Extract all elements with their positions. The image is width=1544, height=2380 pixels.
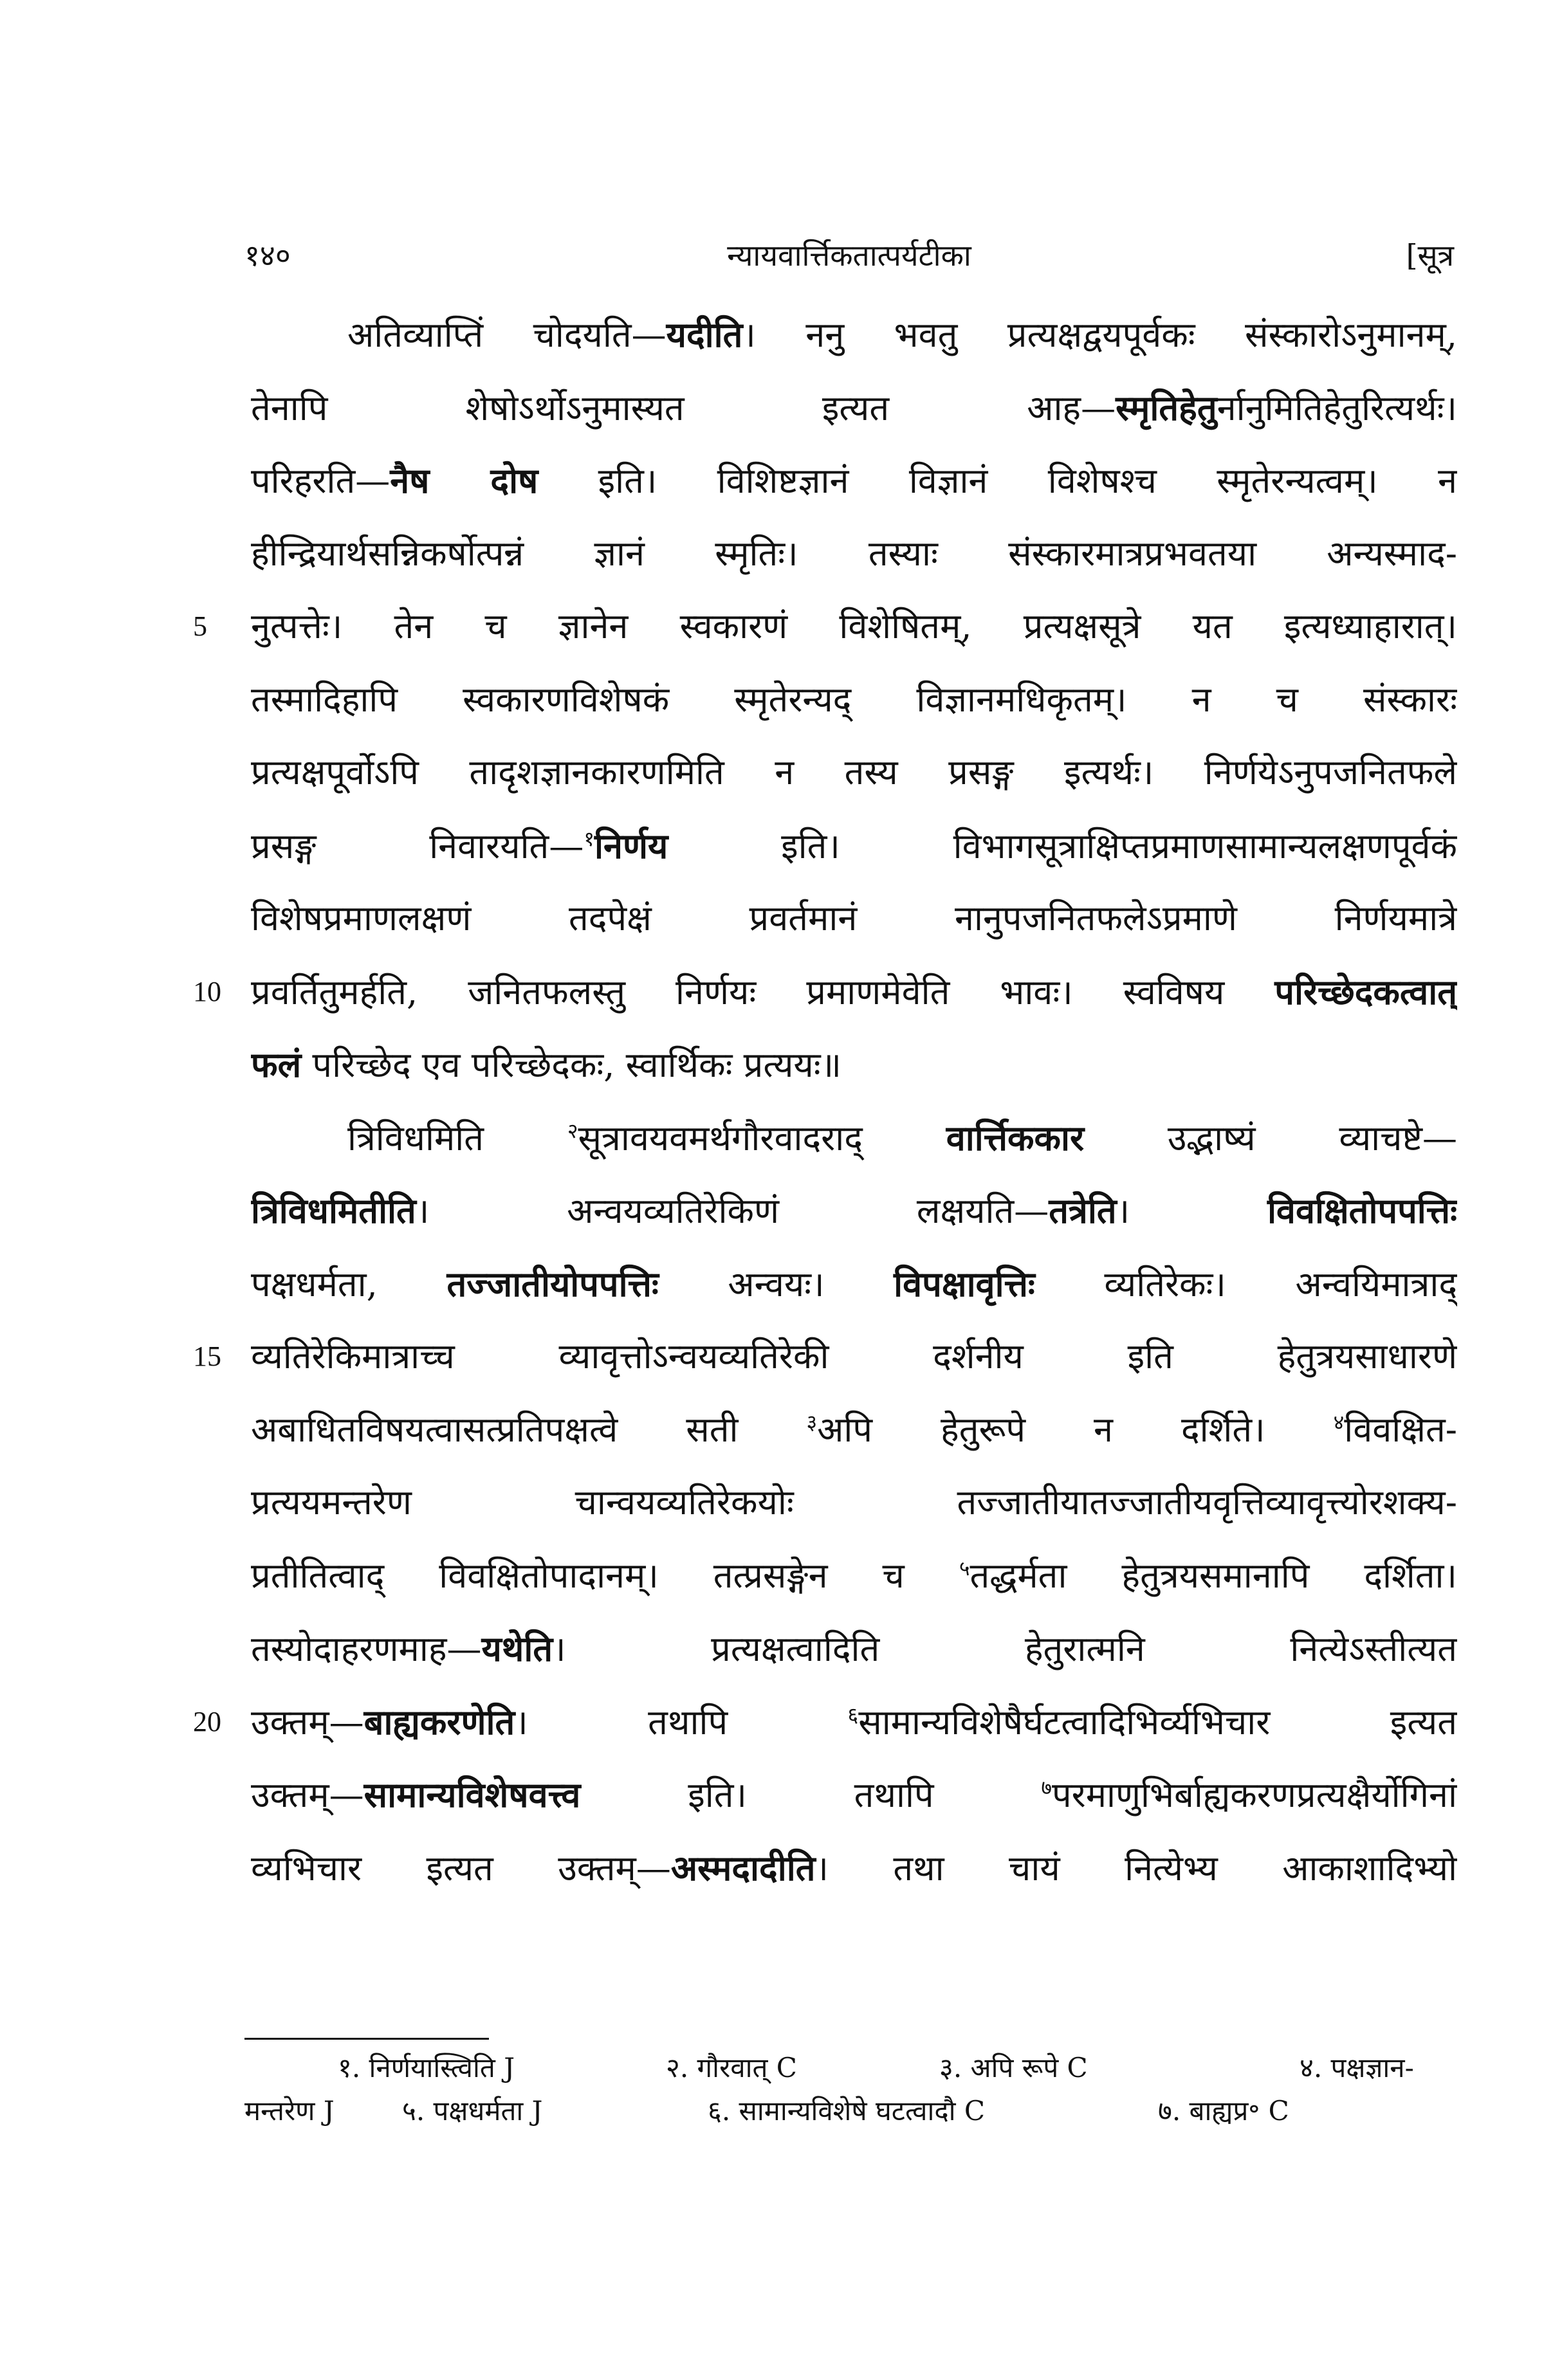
footnote: ४. पक्षज्ञान- xyxy=(1300,2052,1414,2083)
line-number: 5 xyxy=(193,610,207,642)
text-segment: तद्धर्मता हेतुत्रयसमानापि दर्शिता। xyxy=(970,1555,1457,1596)
text-segment: इति। तथापि xyxy=(580,1775,1042,1815)
text-segment: । प्रत्यक्षत्वादिति हेतुरात्मनि नित्येऽस्तीत्यत xyxy=(553,1629,1457,1669)
text-segment: विवक्षित- xyxy=(1344,1409,1457,1450)
text-segment: । तथापि xyxy=(515,1702,848,1743)
text-segment: उक्तम्— xyxy=(251,1702,364,1743)
bold-term: तज्जातीयोपपत्तिः xyxy=(446,1263,659,1304)
bold-term: परिच्छेदकत्वात् xyxy=(1274,971,1457,1012)
footnote: ६. सामान्यविशेषे घटत्वादौ C xyxy=(708,2095,985,2127)
bold-term: अस्मदादीति xyxy=(670,1847,816,1889)
text-line xyxy=(251,522,1457,586)
text-segment: अपि हेतुरूपे न दर्शिते। xyxy=(817,1409,1334,1450)
text-segment: अबाधितविषयत्वासत्प्रतिपक्षत्वे सती xyxy=(251,1409,807,1450)
text-line xyxy=(251,1544,1457,1608)
text-line xyxy=(251,1836,1457,1900)
bold-term: वार्त्तिककार xyxy=(946,1117,1085,1158)
footnote-marker: २ xyxy=(567,1119,578,1143)
running-header xyxy=(244,235,1454,280)
text-segment: प्रतीतित्वाद् विवक्षितोपादानम्। तत्प्रसङ्गेन च xyxy=(251,1555,959,1596)
line-number: 15 xyxy=(193,1341,221,1372)
text-line xyxy=(251,1470,1457,1535)
bold-term: फलं xyxy=(251,1044,302,1085)
text-line xyxy=(251,1690,1457,1754)
text-segment: । ननु भवतु प्रत्यक्षद्वयपूर्वकः संस्कारोऽनुमानम्, xyxy=(742,315,1457,355)
text-line xyxy=(251,1032,1457,1097)
running-title: न्यायवार्त्तिकतात्पर्यटीका xyxy=(727,238,971,273)
text-segment: त्रिविधमिति xyxy=(347,1118,567,1158)
text-line xyxy=(251,668,1457,732)
page-number: १४० xyxy=(244,238,291,273)
bold-term: स्मृतिहेतु xyxy=(1116,387,1217,428)
text-segment: । तथा चायं नित्येभ्य आकाशादिभ्यो xyxy=(815,1848,1457,1889)
text-segment: परिहरति— xyxy=(251,461,391,501)
text-segment: प्रत्ययमन्तरेण चान्वयव्यतिरेकयोः तज्जातीयातज्जातीयवृत्तिव्यावृत्त्योरशक्य- xyxy=(251,1482,1457,1523)
text-segment: सूत्रावयवमर्थगौरवादराद् xyxy=(578,1118,946,1158)
text-segment: अन्वयः। xyxy=(658,1264,894,1304)
text-segment: तेनापि शेषोऽर्थोऽनुमास्यत इत्यत आह— xyxy=(251,388,1116,428)
text-line xyxy=(251,448,1457,513)
text-segment: उक्तम्— xyxy=(251,1775,364,1815)
text-line xyxy=(251,594,1457,659)
footnote-marker: ३ xyxy=(806,1410,818,1434)
footnote-rule xyxy=(244,2038,489,2040)
text-segment: हीन्द्रियार्थसन्निकर्षोत्पन्नं ज्ञानं स्मृतिः। तस्याः संस्कारमात्रप्रभवतया अन्यस्माद- xyxy=(251,533,1457,574)
footnote: मन्तरेण J xyxy=(244,2095,335,2127)
text-line xyxy=(347,302,1457,367)
footnote: २. गौरवात् C xyxy=(666,2052,797,2083)
text-segment: इति। विशिष्टज्ञानं विज्ञानं विशेषश्च स्मृतेरन्यत्वम्। न xyxy=(538,461,1457,501)
footnote: ७. बाह्यप्र॰ C xyxy=(1158,2095,1289,2127)
text-line xyxy=(251,1398,1457,1462)
line-number: 20 xyxy=(193,1706,221,1737)
footnote: ५. पक्षधर्मता J xyxy=(402,2095,543,2127)
footnote: १. निर्णयास्त्विति J xyxy=(338,2052,515,2083)
text-line xyxy=(251,960,1457,1024)
text-segment: अतिव्याप्तिं चोदयति— xyxy=(347,315,666,355)
bold-term: निर्णय xyxy=(594,825,668,866)
text-segment: परमाणुभिर्बाह्यकरणप्रत्यक्षैर्योगिनां xyxy=(1051,1775,1457,1815)
text-line xyxy=(251,1178,1457,1243)
text-line xyxy=(251,886,1457,951)
bold-term: विवक्षितोपपत्तिः xyxy=(1267,1190,1457,1231)
footnote: ३. अपि रूपे C xyxy=(939,2052,1088,2083)
bold-term: विपक्षावृत्तिः xyxy=(894,1263,1035,1304)
footnote-marker: ५ xyxy=(959,1556,970,1580)
text-segment: पक्षधर्मता, xyxy=(251,1264,447,1304)
text-line xyxy=(251,1616,1457,1681)
footnote-marker: ४ xyxy=(1333,1410,1345,1434)
text-segment: व्यतिरेकिमात्राच्च व्यावृत्तोऽन्वयव्यतिरेकी दर्शनीय इति हेतुत्रयसाधारणे xyxy=(251,1336,1457,1377)
text-line xyxy=(251,376,1457,440)
text-line xyxy=(251,740,1457,805)
text-segment: उद्भाष्यं व्याचष्टे— xyxy=(1084,1118,1457,1158)
bold-term: यदीति xyxy=(666,314,743,355)
text-segment: सामान्यविशेषैर्घटत्वादिभिर्व्यभिचार इत्यत xyxy=(858,1702,1457,1743)
text-segment: व्यभिचार इत्यत उक्तम्— xyxy=(251,1848,671,1889)
bold-term: त्रिविधमितीति xyxy=(251,1190,416,1231)
text-segment: । xyxy=(1116,1191,1267,1231)
bold-term: नैष दोष xyxy=(390,460,538,501)
text-line xyxy=(251,1324,1457,1389)
text-segment: परिच्छेद एव परिच्छेदकः, स्वार्थिकः प्रत्ययः॥ xyxy=(301,1045,841,1085)
section-marker: [सूत्र xyxy=(1406,238,1454,273)
bold-term: तत्रेति xyxy=(1049,1190,1117,1231)
text-segment: नुत्पत्तेः। तेन च ज्ञानेन स्वकारणं विशेषितम्, प्रत्यक्षसूत्रे यत इत्यध्याहारात्। xyxy=(251,606,1457,646)
footnote-marker: १ xyxy=(584,827,594,851)
text-segment: प्रत्यक्षपूर्वोऽपि तादृशज्ञानकारणमिति न तस्य प्रसङ्ग इत्यर्थः। निर्णयेऽनुपजनितफले xyxy=(251,752,1457,792)
text-line xyxy=(251,814,1457,878)
bold-term: यथेति xyxy=(481,1628,553,1669)
text-segment: विशेषप्रमाणलक्षणं तदपेक्षं प्रवर्तमानं नानुपजनितफलेऽप्रमाणे निर्णयमात्रे xyxy=(251,898,1457,938)
footnote-marker: ७ xyxy=(1041,1775,1052,1800)
bold-term: बाह्यकरणेति xyxy=(363,1701,515,1743)
text-line xyxy=(347,1106,1457,1170)
bold-term: सामान्यविशेषवत्त्व xyxy=(363,1774,581,1815)
text-segment: र्नानुमितिहेतुरित्यर्थः। xyxy=(1217,388,1457,428)
text-segment: प्रसङ्ग निवारयति— xyxy=(251,826,584,866)
text-segment: । अन्वयव्यतिरेकिणं लक्षयति— xyxy=(416,1191,1049,1231)
footnote-marker: ६ xyxy=(847,1703,859,1727)
text-line xyxy=(251,1762,1457,1827)
text-line xyxy=(251,1252,1457,1316)
text-segment: व्यतिरेकः। अन्वयिमात्राद् xyxy=(1034,1264,1457,1304)
line-number: 10 xyxy=(193,976,221,1007)
text-segment: इति। विभागसूत्राक्षिप्तप्रमाणसामान्यलक्षणपूर्वकं xyxy=(668,826,1457,866)
text-segment: तस्योदाहरणमाह— xyxy=(251,1629,482,1669)
text-segment: प्रवर्तितुमर्हति, जनितफलस्तु निर्णयः प्रमाणमेवेति भावः। स्वविषय xyxy=(251,972,1275,1012)
text-segment: तस्मादिहापि स्वकारणविशेषकं स्मृतेरन्यद् विज्ञानमधिकृतम्। न च संस्कारः xyxy=(251,679,1457,720)
